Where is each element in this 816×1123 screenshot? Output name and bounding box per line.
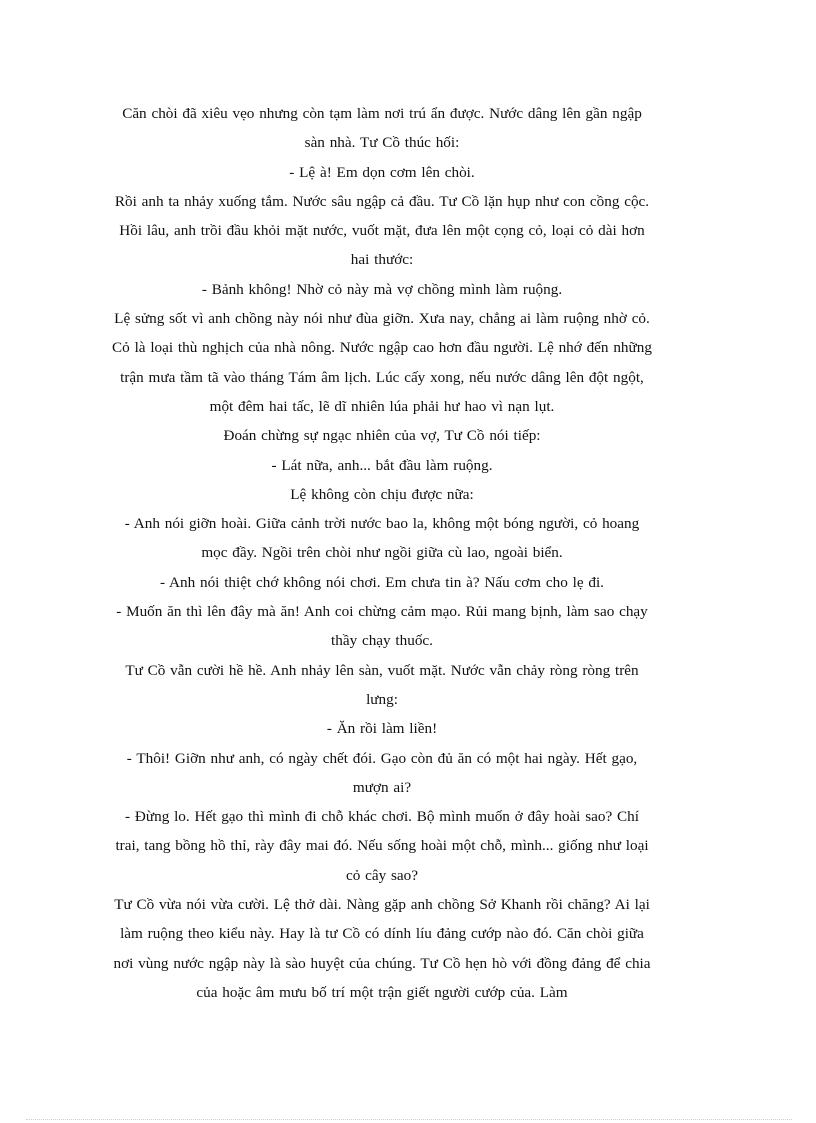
- dialogue-line: - Anh nói thiệt chớ không nói chơi. Em chưa tin à? Nấu cơm cho lẹ đi.: [160, 573, 604, 591]
- paragraph: Rồi anh ta nhảy xuống tắm. Nước sâu ngập cả đầu. Tư Cồ lặn hụp như con cồng cộc. Hồi lâu, anh trồi đầu khỏi mặt nước, vuốt mặt, đưa lên một cọng cỏ, loại cỏ dài hơn hai thước:: [114, 192, 650, 269]
- paragraph: Tư Cồ vẫn cười hề hề. Anh nhảy lên sàn, vuốt mặt. Nước vẫn chảy ròng ròng trên lưng:: [125, 661, 639, 708]
- paragraph: Lệ sửng sốt vì anh chồng này nói như đùa giỡn. Xưa nay, chẳng ai làm ruộng nhờ cỏ. Cỏ là loại thù nghịch của nhà nông. Nước ngập cao hơn đầu người. Lệ nhớ đến những trận mưa tầm tã vào tháng Tám âm lịch. Lúc cấy xong, nếu nước dâng lên đột ngột, một đêm hai tấc, lẽ dĩ nhiên lúa phải hư hao vì nạn lụt.: [112, 310, 652, 415]
- dialogue-line: - Lát nữa, anh... bắt đầu làm ruộng.: [271, 456, 493, 474]
- dialogue-line: - Đừng lo. Hết gạo thì mình đi chỗ khác chơi. Bộ mình muốn ở đây hoài sao? Chí trai, tang bồng hồ thỉ, rày đây mai đó. Nếu sống hoài một chỗ, mình... giống như loại cỏ cây sao?: [115, 808, 649, 884]
- dialogue-line: - Thôi! Giỡn như anh, có ngày chết đói. Gạo còn đủ ăn có một hai ngày. Hết gạo, mượn ai?: [126, 749, 638, 796]
- paragraph: Tư Cồ vừa nói vừa cười. Lệ thở dài. Nàng gặp anh chồng Sở Khanh rồi chăng? Ai lại làm ruộng theo kiểu này. Hay là tư Cồ có dính líu đảng cướp nào đó. Căn chòi giữa nơi vùng nước ngập này là sào huyệt của chúng. Tư Cồ hẹn hò với đồng đảng để chia của hoặc âm mưu bố trí một trận giết người cướp của. Làm: [113, 896, 651, 1001]
- paragraph: Căn chòi đã xiêu vẹo nhưng còn tạm làm nơi trú ẩn được. Nước dâng lên gần ngập sàn nhà. Tư Cồ thúc hối:: [122, 105, 642, 152]
- paragraph: Lệ không còn chịu được nữa:: [290, 485, 474, 503]
- dialogue-line: - Muốn ăn thì lên đây mà ăn! Anh coi chừng cảm mạo. Rủi mang bịnh, làm sao chạy thầy chạy thuốc.: [116, 603, 648, 650]
- dialogue-line: - Bảnh không! Nhờ cỏ này mà vợ chồng mình làm ruộng.: [201, 280, 563, 298]
- story-text: [112, 99, 652, 1007]
- dialogue-line: - Ăn rồi làm liền!: [326, 720, 438, 738]
- dialogue-line: - Lệ à! Em dọn cơm lên chòi.: [289, 163, 475, 181]
- dialogue-line: - Anh nói giỡn hoài. Giữa cảnh trời nước bao la, không một bóng người, cỏ hoang mọc đầy. Ngồi trên chòi như ngồi giữa cù lao, ngoài biển.: [124, 515, 640, 562]
- page-bottom-divider: [26, 1119, 792, 1120]
- paragraph: Đoán chừng sự ngạc nhiên của vợ, Tư Cồ nói tiếp:: [223, 427, 541, 445]
